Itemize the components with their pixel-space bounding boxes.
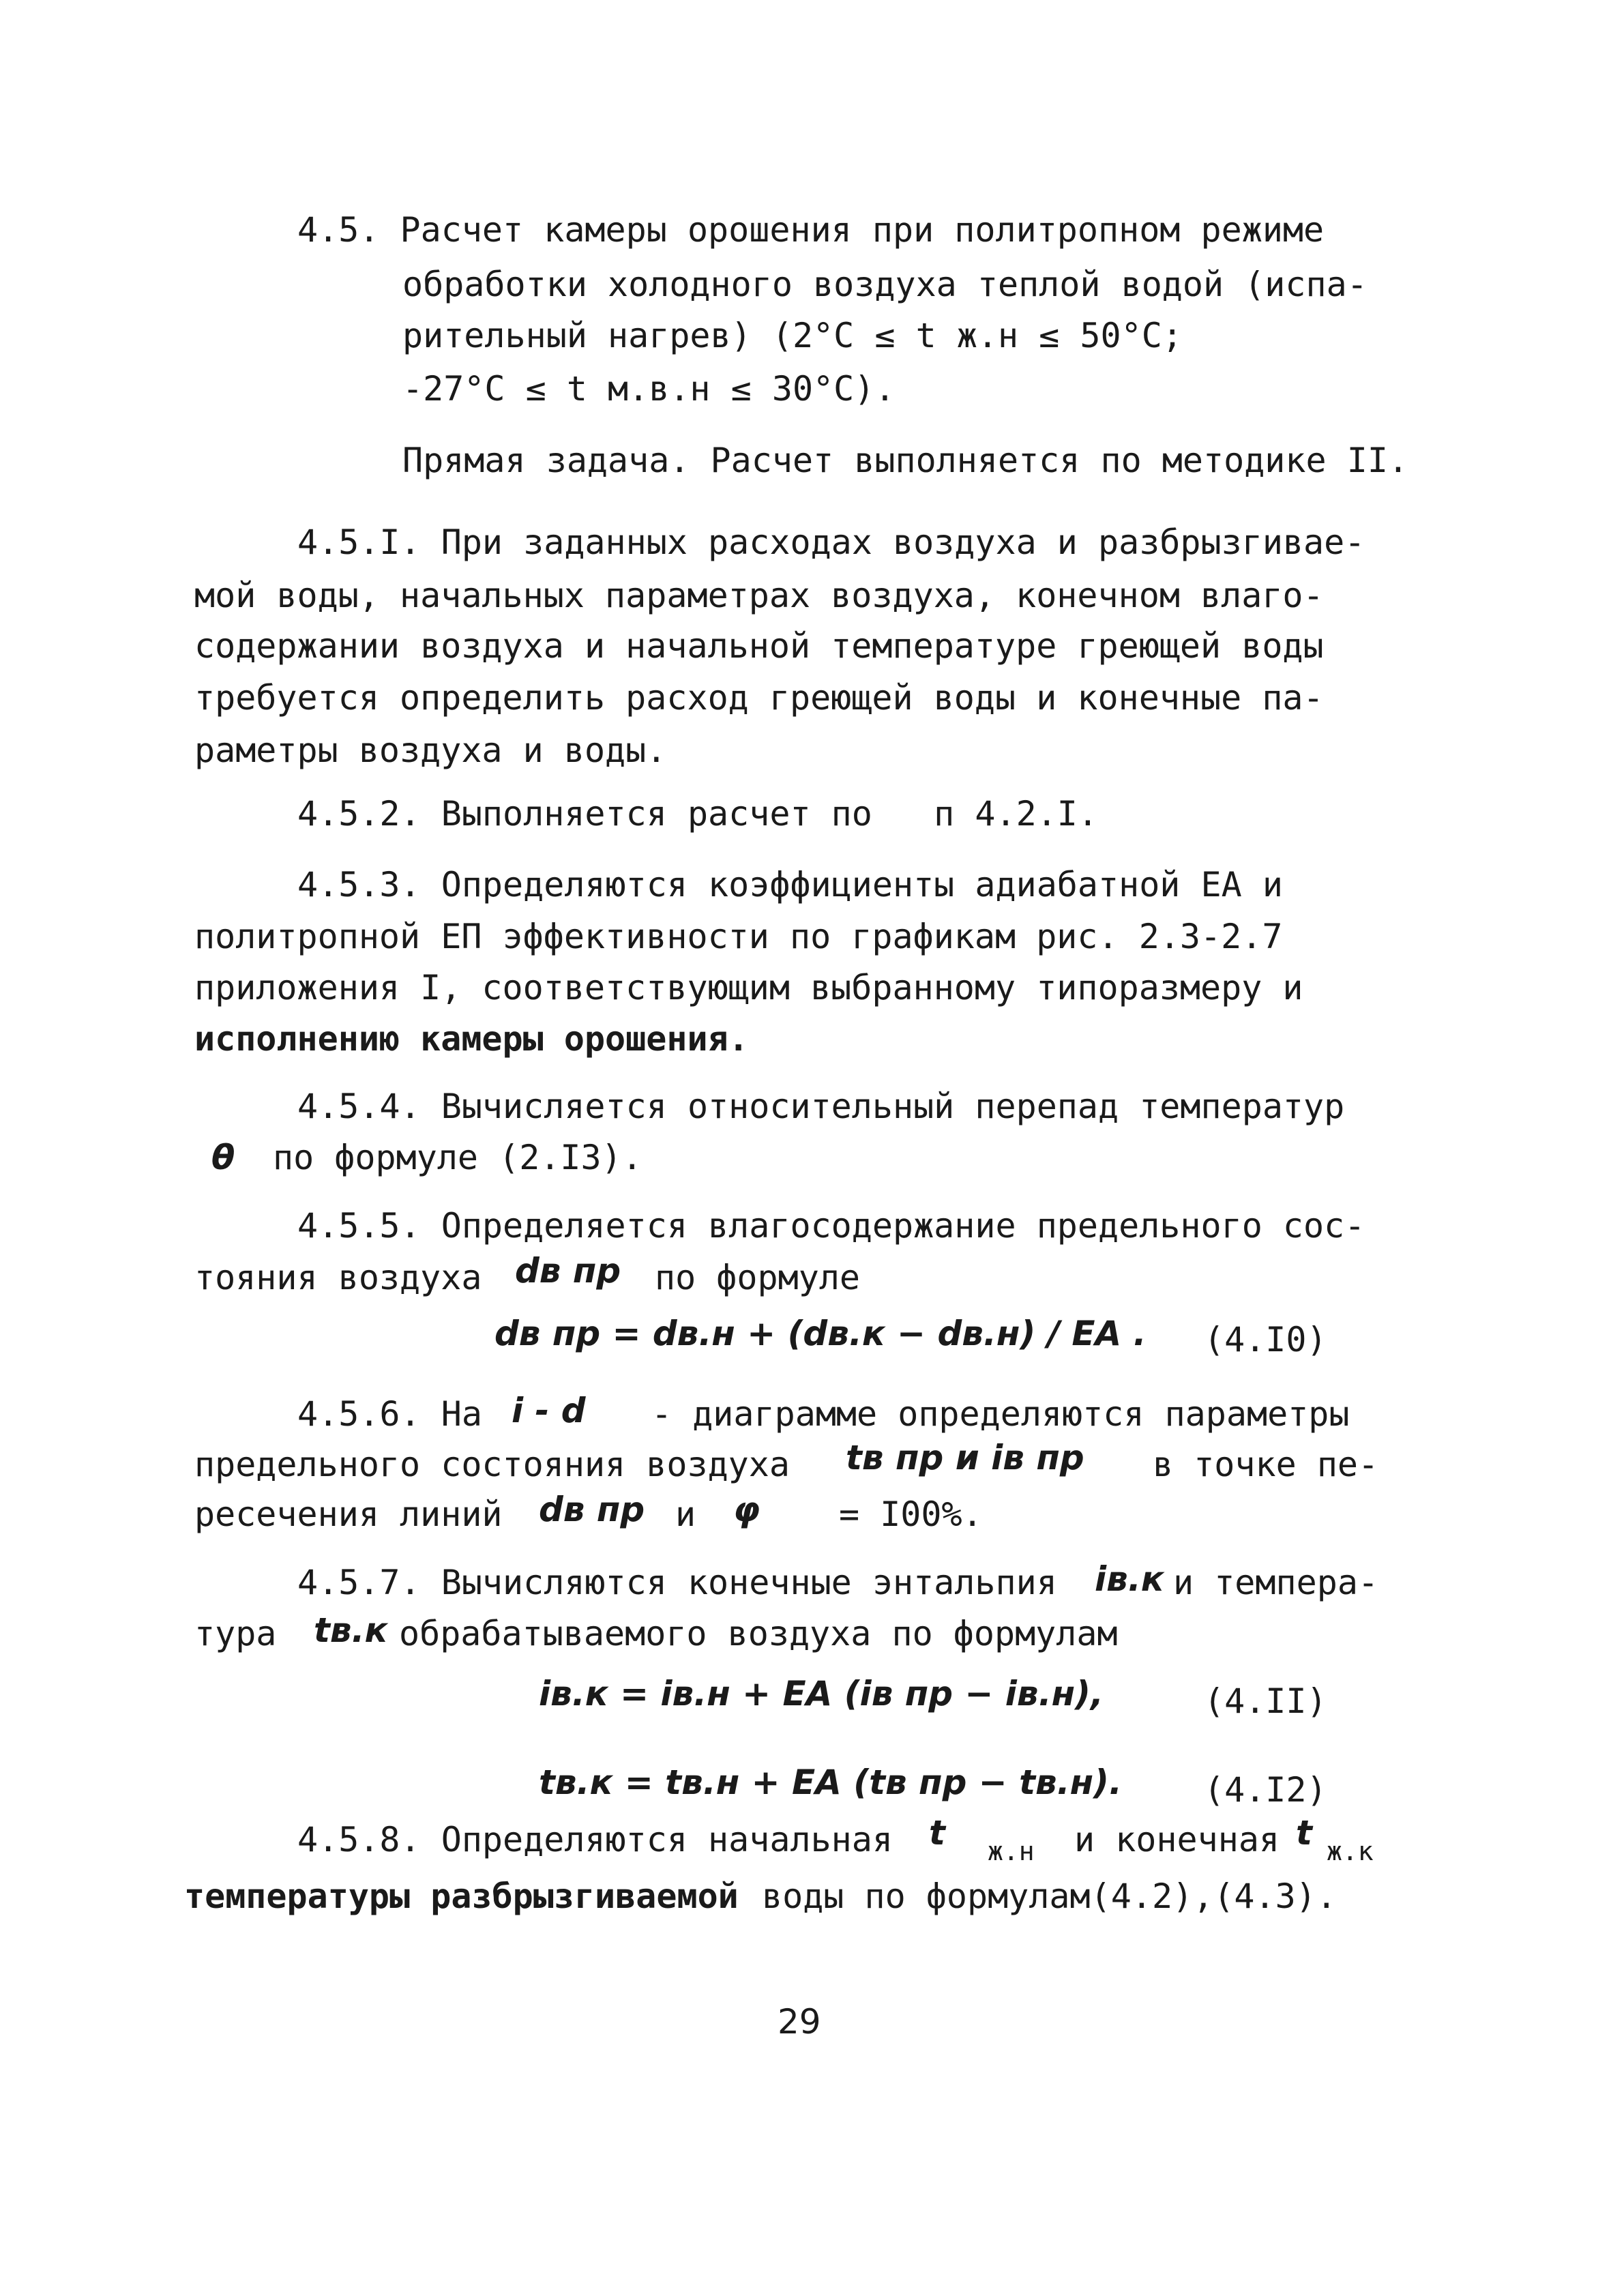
p456-line-1-b: - диаграмме определяются параметры — [651, 1394, 1350, 1434]
section-heading-line-4: -27°С ≤ t м.в.н ≤ 30°С). — [402, 369, 896, 409]
phi-symbol: φ — [733, 1490, 760, 1529]
t-zhk-symbol: t — [1296, 1813, 1312, 1853]
p458-line-1-a: 4.5.8. Определяются начальная — [297, 1820, 893, 1859]
p451-line-1: 4.5.I. При заданных расходах воздуха и разбрызгивае- — [297, 523, 1365, 562]
p457-line-2-a: тура — [194, 1614, 277, 1653]
i-d-symbol: i - d — [512, 1391, 586, 1430]
formula-4-12: tв.к = tв.н + EA (tв пр − tв.н). — [539, 1763, 1123, 1802]
t-zhn-symbol: t — [929, 1813, 945, 1853]
p455-line-1: 4.5.5. Определяется влагосодержание предельного сос- — [297, 1206, 1365, 1246]
i-vk-symbol: iв.к — [1095, 1559, 1164, 1599]
p451-line-5: раметры воздуха и воды. — [194, 731, 667, 770]
p454-line-2: по формуле (2.I3). — [273, 1138, 642, 1177]
d-limit-symbol-2: dв пр — [539, 1490, 645, 1529]
p456-line-2-b: в точке пе- — [1153, 1445, 1379, 1484]
p456-line-1-a: 4.5.6. На — [297, 1394, 482, 1434]
p458-line-2-bold: температуры разбрызгиваемой — [184, 1876, 739, 1916]
p456-line-3-and: и — [675, 1495, 696, 1534]
p451-line-4: требуется определить расход греющей воды и конечные па- — [194, 678, 1324, 718]
section-heading-line-2: обработки холодного воздуха теплой водой (испа- — [402, 265, 1368, 304]
formula-4-11: iв.к = iв.н + EA (iв пр − iв.н), — [539, 1674, 1104, 1713]
t-zhn-subscript: ж.н — [988, 1836, 1035, 1866]
formula-4-11-number: (4.II) — [1204, 1681, 1327, 1721]
section-heading-line-1: 4.5. Расчет камеры орошения при политропном режиме — [297, 210, 1325, 250]
p452-line-1: 4.5.2. Выполняется расчет по п 4.2.I. — [297, 794, 1098, 834]
p453-line-4: исполнению камеры орошения. — [194, 1019, 749, 1059]
formula-4-10: dв пр = dв.н + (dв.к − dв.н) / EA . — [494, 1314, 1147, 1353]
p456-line-3-b: = I00%. — [839, 1495, 983, 1534]
p458-line-2-rest: воды по формулам(4.2),(4.3). — [762, 1876, 1337, 1916]
formula-4-10-number: (4.I0) — [1204, 1320, 1327, 1359]
d-limit-symbol: dв пр — [515, 1251, 621, 1291]
formula-4-12-number: (4.I2) — [1204, 1770, 1327, 1810]
p453-line-2: политропной EП эффективности по графикам рис. 2.3-2.7 — [194, 917, 1283, 956]
p453-line-1: 4.5.3. Определяются коэффициенты адиабатной EА и — [297, 865, 1283, 904]
t-i-limit-symbols: tв пр и iв пр — [846, 1438, 1084, 1477]
p455-line-2-tail: по формуле — [655, 1258, 861, 1297]
p453-line-3: приложения I, соответствующим выбранному типоразмеру и — [194, 968, 1303, 1007]
section-heading-line-3: рительный нагрев) (2°С ≤ t ж.н ≤ 50°С; — [402, 316, 1183, 355]
p456-line-3-a: ресечения линий — [194, 1495, 503, 1534]
p455-line-2-text: тояния воздуха — [194, 1258, 482, 1297]
p457-line-1-b: и темпера- — [1173, 1563, 1379, 1602]
p456-line-2-a: предельного состояния воздуха — [194, 1445, 790, 1484]
p457-line-2-b: обрабатываемого воздуха по формулам — [399, 1614, 1118, 1653]
p458-line-1-b: и конечная — [1074, 1820, 1280, 1859]
theta-symbol: θ — [211, 1138, 235, 1177]
page-number: 29 — [778, 2002, 821, 2042]
t-zhk-subscript: ж.к — [1327, 1836, 1374, 1866]
p454-line-1: 4.5.4. Вычисляется относительный перепад температур — [297, 1087, 1345, 1126]
p457-line-1-a: 4.5.7. Вычисляются конечные энтальпия — [297, 1563, 1057, 1602]
p451-line-3: содержании воздуха и начальной температуре греющей воды — [194, 626, 1324, 666]
direct-task-line: Прямая задача. Расчет выполняется по методике II. — [402, 441, 1409, 480]
p451-line-2: мой воды, начальных параметрах воздуха, конечном влаго- — [194, 576, 1324, 615]
t-vk-symbol: tв.к — [314, 1610, 388, 1650]
